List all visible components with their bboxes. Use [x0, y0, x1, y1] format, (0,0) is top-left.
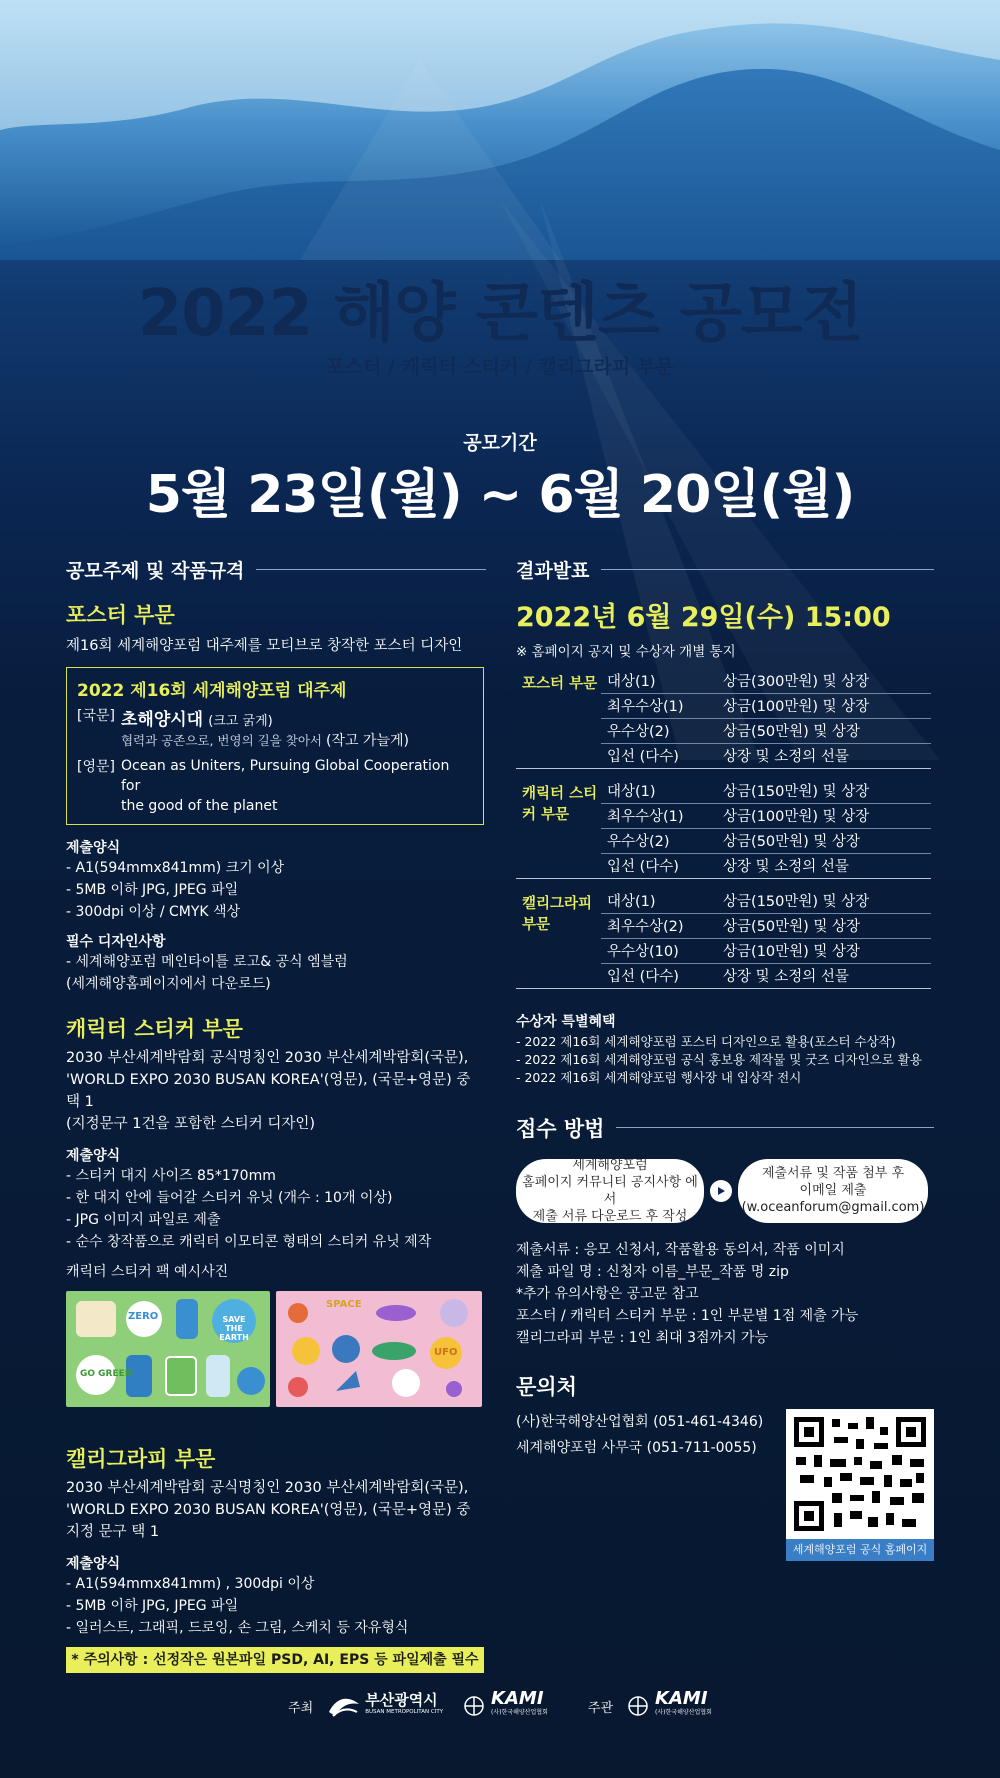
award-name: 대상(1)	[601, 778, 717, 803]
kami-logo-host	[463, 1688, 548, 1720]
kr-main-note: (크고 굵게)	[208, 714, 273, 729]
poster-heading: 포스터 부문	[66, 603, 175, 627]
apply-info	[516, 1239, 934, 1349]
kr-tag: [국문]	[77, 708, 115, 724]
contact-title: 문의처	[516, 1374, 577, 1399]
award-prize: 상금(10만원) 및 상장	[717, 938, 931, 963]
sticker-label: UFO	[434, 1347, 458, 1358]
period-label: 공모기간	[463, 432, 537, 454]
poster-format-title: 제출양식	[66, 840, 121, 856]
kami-sub: (사)한국해양산업협회	[491, 1709, 548, 1716]
list-item: - 세계해양포럼 메인타이틀 로고& 공식 엠블럼	[66, 954, 348, 970]
section-title: 접수 방법	[516, 1116, 605, 1141]
kr-main: 초해양시대	[120, 710, 204, 730]
host-label: 주최	[288, 1700, 314, 1716]
poster-desc: 제16회 세계해양포럼 대주제를 모티브로 창작한 포스터 디자인	[66, 638, 463, 654]
green-sticker-illustration	[66, 1291, 270, 1407]
award-name: 최우수상(1)	[601, 693, 717, 718]
desc-line: 'WORLD EXPO 2030 BUSAN KOREA'(영문), (국문+영문) 중 택 1	[66, 1072, 471, 1110]
contact-line: 세계해양포럼 사무국 (051-711-0055)	[516, 1439, 757, 1456]
list-item: - A1(594mmx841mm) 크기 이상	[66, 860, 285, 876]
sticker-label: SPACE	[326, 1299, 362, 1310]
list-item: - JPG 이미지 파일로 제출	[66, 1212, 221, 1228]
kami-emblem-icon	[463, 1695, 485, 1717]
award-name: 최우수상(2)	[601, 913, 717, 938]
step-line: (w.oceanforum@gmail.com)	[741, 1200, 925, 1215]
step-line: 홈페이지 커뮤니티 공지사항 에서	[522, 1174, 698, 1207]
result-date: 2022년 6월 29일(수) 15:00	[516, 602, 891, 633]
pink-sticker-pack	[276, 1291, 482, 1407]
contact-line: (사)한국해양산업협회 (051-461-4346)	[516, 1413, 764, 1430]
list-item: - 2022 제16회 세계해양포럼 포스터 디자인으로 활용(포스터 수상작)	[516, 1033, 896, 1049]
award-prize: 상금(50만원) 및 상장	[717, 718, 931, 743]
list-item: - 한 대지 안에 들어갈 스티커 유닛 (개수 : 10개 이상)	[66, 1190, 393, 1206]
divider	[601, 569, 934, 570]
qr-caption: 세계해양포럼 공식 홈페이지	[786, 1539, 934, 1561]
step-2-box	[738, 1159, 928, 1223]
result-note: ※ 홈페이지 공지 및 수상자 개별 통지	[516, 644, 736, 660]
award-name: 우수상(2)	[601, 828, 717, 853]
desc-line: 2030 부산세계박람회 공식명칭인 2030 부산세계박람회(국문),	[66, 1480, 469, 1496]
calli-desc	[66, 1477, 486, 1543]
benefit-list	[516, 1033, 934, 1087]
busan-logo	[327, 1691, 444, 1718]
sticker-format-title: 제출양식	[66, 1148, 121, 1164]
award-name: 입선 (다수)	[601, 963, 717, 988]
sticker-label: GO GREEN	[80, 1369, 133, 1379]
award-prize: 상장 및 소정의 선물	[717, 963, 931, 988]
awards-table	[516, 668, 931, 989]
poster-required-list	[66, 951, 486, 995]
sticker-examples	[66, 1291, 486, 1407]
section-title: 결과발표	[516, 560, 590, 582]
sticker-desc	[66, 1047, 486, 1135]
list-item: - 스티커 대지 사이즈 85*170mm	[66, 1168, 276, 1184]
theme-en	[77, 756, 473, 816]
busan-emblem-icon	[327, 1694, 361, 1718]
list-item: - 5MB 이하 JPG, JPEG 파일	[66, 882, 239, 898]
list-item: - 일러스트, 그래픽, 드로잉, 손 그림, 스케치 등 자유형식	[66, 1620, 409, 1636]
award-name: 우수상(10)	[601, 938, 717, 963]
section-header-results	[516, 556, 934, 583]
arrow-right-icon	[710, 1180, 732, 1202]
benefit-title: 수상자 특별혜택	[516, 1013, 616, 1030]
table-row	[516, 668, 931, 693]
kami-name: KAMI	[491, 1688, 544, 1709]
info-line: 포스터 / 캐릭터 스티커 부문 : 1인 부문별 1점 제출 가능	[516, 1307, 859, 1324]
section-title: 공모주제 및 작품규격	[66, 560, 245, 582]
list-item: (세계해양홈페이지에서 다운로드)	[66, 976, 271, 992]
list-item: - 2022 제16회 세계해양포럼 행사장 내 입상작 전시	[516, 1069, 802, 1085]
list-item: - 300dpi 이상 / CMYK 색상	[66, 904, 241, 920]
theme-box	[66, 667, 484, 825]
left-column	[66, 556, 486, 1673]
desc-line: (지정문구 1건을 포함한 스티커 디자인)	[66, 1116, 316, 1132]
sticker-example-title: 캐릭터 스티커 팩 예시사진	[66, 1264, 229, 1280]
section-header-topics	[66, 556, 486, 583]
award-prize: 상금(300만원) 및 상장	[717, 668, 931, 693]
award-prize: 상금(150만원) 및 상장	[717, 888, 931, 913]
award-prize: 상금(100만원) 및 상장	[717, 693, 931, 718]
sticker-label: SAVE THE EARTH	[219, 1315, 249, 1342]
calli-heading: 캘리그라피 부문	[66, 1447, 216, 1471]
right-column	[516, 556, 934, 1561]
page-title: 2022 해양 콘텐츠 공모전	[137, 277, 863, 351]
divider	[256, 569, 486, 570]
poster-required-title: 필수 디자인사항	[66, 934, 166, 950]
page-subtitle: 포스터 / 캐릭터 스티커 / 캘리그라피 부문	[326, 356, 674, 378]
list-item: - A1(594mmx841mm) , 300dpi 이상	[66, 1576, 315, 1592]
sticker-format-list	[66, 1165, 486, 1253]
award-prize: 상금(150만원) 및 상장	[717, 778, 931, 803]
kr-sub: 협력과 공존으로, 번영의 길을 찾아서	[120, 733, 322, 748]
kr-sub-note: (작고 가늘게)	[325, 733, 409, 749]
en-line2: the good of the planet	[120, 798, 278, 814]
award-category: 캘리그라피 부문	[516, 888, 601, 988]
calli-format-title: 제출양식	[66, 1556, 121, 1572]
award-prize: 상장 및 소정의 선물	[717, 743, 931, 768]
en-line1: Ocean as Uniters, Pursuing Global Cooperation for	[120, 758, 450, 794]
award-prize: 상금(100만원) 및 상장	[717, 803, 931, 828]
busan-name-en: BUSAN METROPOLITAN CITY	[365, 1709, 444, 1715]
contact-area	[516, 1409, 934, 1561]
info-line: 제출서류 : 응모 신청서, 작품활용 동의서, 작품 이미지	[516, 1241, 845, 1258]
theme-kr	[77, 705, 473, 750]
award-prize: 상장 및 소정의 선물	[717, 853, 931, 878]
green-sticker-pack	[66, 1291, 270, 1407]
award-name: 입선 (다수)	[601, 743, 717, 768]
step-line: 세계해양포럼	[572, 1157, 648, 1173]
period-dates: 5월 23일(월) ~ 6월 20일(월)	[145, 465, 855, 525]
sticker-heading: 캐릭터 스티커 부문	[66, 1017, 243, 1041]
step-line: 제출서류 및 작품 첨부 후	[761, 1166, 905, 1181]
qr-code-icon[interactable]	[786, 1409, 934, 1539]
kami-sub: (사)한국해양산업협회	[655, 1709, 712, 1716]
kami-emblem-icon	[627, 1695, 649, 1717]
step-line: 이메일 제출	[799, 1183, 867, 1198]
info-line: *추가 유의사항은 공고문 참고	[516, 1285, 699, 1302]
theme-box-title: 2022 제16회 세계해양포럼 대주제	[77, 681, 347, 701]
award-prize: 상금(50만원) 및 상장	[717, 828, 931, 853]
table-row	[516, 888, 931, 913]
kami-logo-organizer	[627, 1688, 712, 1720]
step-line: 제출 서류 다운로드 후 작성	[532, 1208, 688, 1224]
en-tag: [영문]	[77, 759, 115, 775]
award-category: 캐릭터 스티커 부문	[516, 778, 601, 878]
organizer-label: 주관	[587, 1700, 614, 1716]
footer	[0, 1688, 1000, 1720]
table-row	[516, 778, 931, 803]
calli-format-list	[66, 1573, 486, 1639]
section-header-apply	[516, 1113, 934, 1143]
sticker-label: ZERO	[128, 1311, 159, 1322]
award-prize: 상금(50만원) 및 상장	[717, 913, 931, 938]
list-item: - 5MB 이하 JPG, JPEG 파일	[66, 1598, 239, 1614]
qr-block[interactable]	[786, 1409, 934, 1561]
award-name: 대상(1)	[601, 668, 717, 693]
poster-format-list	[66, 857, 486, 923]
list-item: - 2022 제16회 세계해양포럼 공식 홍보용 제작물 및 굿즈 디자인으로 활용	[516, 1051, 922, 1067]
desc-line: 지정 문구 택 1	[66, 1524, 160, 1540]
busan-name: 부산광역시	[365, 1691, 438, 1709]
award-name: 입선 (다수)	[601, 853, 717, 878]
list-item: - 순수 창작품으로 캐릭터 이모티콘 형태의 스티커 유닛 제작	[66, 1234, 432, 1250]
info-line: 캘리그라피 부문 : 1인 최대 3점까지 가능	[516, 1329, 769, 1346]
divider	[616, 1127, 934, 1128]
award-name: 우수상(2)	[601, 718, 717, 743]
apply-steps	[516, 1159, 934, 1223]
step-1-box	[516, 1159, 704, 1223]
award-name: 최우수상(1)	[601, 803, 717, 828]
desc-line: 'WORLD EXPO 2030 BUSAN KOREA'(영문), (국문+영문) 중	[66, 1502, 471, 1518]
desc-line: 2030 부산세계박람회 공식명칭인 2030 부산세계박람회(국문),	[66, 1050, 469, 1066]
kami-name: KAMI	[655, 1688, 708, 1709]
award-category: 포스터 부문	[516, 668, 601, 768]
info-line: 제출 파일 명 : 신청자 이름_부문_작품 명 zip	[516, 1263, 789, 1280]
contact-list	[516, 1409, 763, 1561]
award-name: 대상(1)	[601, 888, 717, 913]
caution-note: * 주의사항 : 선정작은 원본파일 PSD, AI, EPS 등 파일제출 필수	[66, 1647, 484, 1673]
